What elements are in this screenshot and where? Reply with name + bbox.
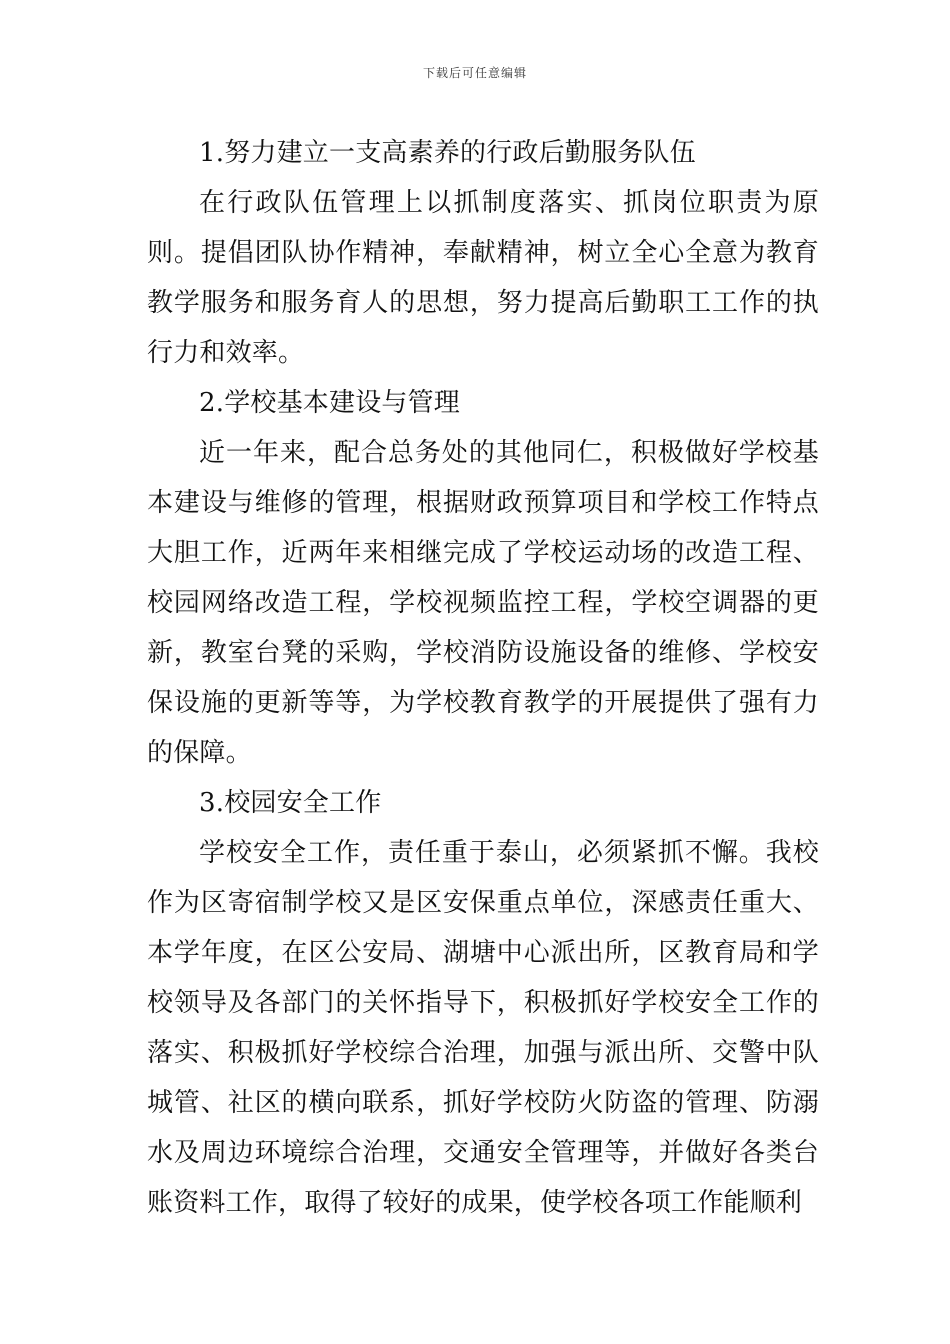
section-heading-3: 3.校园安全工作 bbox=[199, 788, 382, 818]
paragraph-admin-team: 在行政队伍管理上以抓制度落实、抓岗位职责为原则。提倡团队协作精神，奉献精神，树立全心全意为教育教学服务和服务育人的思想，努力提高后勤职工工作的执行力和效率。 bbox=[147, 188, 819, 368]
section-heading-1: 1.努力建立一支高素养的行政后勤服务队伍 bbox=[199, 138, 696, 168]
section-heading-2: 2.学校基本建设与管理 bbox=[199, 388, 461, 418]
paragraph-safety: 学校安全工作，责任重于泰山，必须紧抓不懈。我校作为区寄宿制学校又是区安保重点单位，深感责任重大、本学年度，在区公安局、湖塘中心派出所，区教育局和学校领导及各部门的关怀指导下，积极抓好学校安全工作的落实、积极抓好学校综合治理，加强与派出所、交警中队城管、社区的横向联系，抓好学校防火防盗的管理、防溺水及周边环境综合治理，交通安全管理等，并做好各类台账资料工作，取得了较好的成果，使学校各项工作能顺利 bbox=[147, 838, 819, 1218]
paragraph-construction: 近一年来，配合总务处的其他同仁，积极做好学校基本建设与维修的管理，根据财政预算项目和学校工作特点大胆工作，近两年来相继完成了学校运动场的改造工程、校园网络改造工程，学校视频监控工程，学校空调器的更新，教室台凳的采购，学校消防设施设备的维修、学校安保设施的更新等等，为学校教育教学的开展提供了强有力的保障。 bbox=[147, 438, 819, 768]
page-header-note: 下载后可任意编辑 bbox=[422, 66, 527, 80]
document-body bbox=[147, 128, 819, 1228]
